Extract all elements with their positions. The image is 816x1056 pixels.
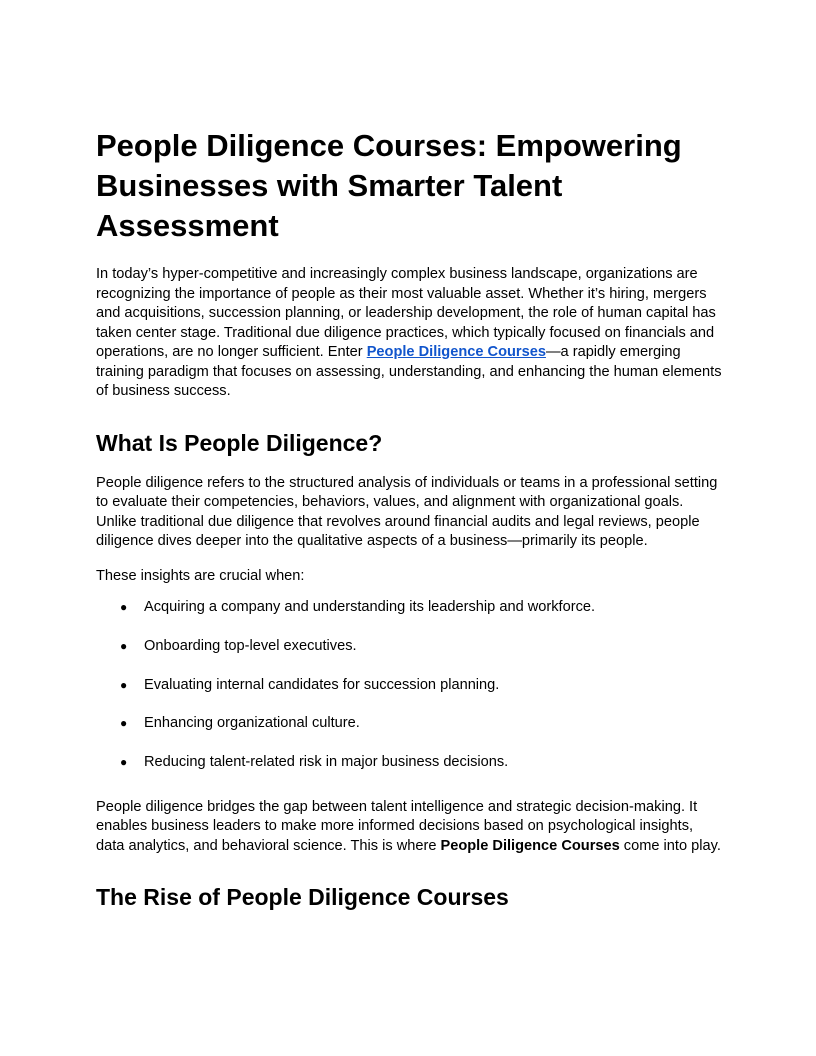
list-item-text: Reducing talent-related risk in major business decisions. bbox=[144, 754, 509, 771]
bullet-icon: ● bbox=[120, 755, 128, 770]
list-item-text: Onboarding top-level executives. bbox=[144, 637, 357, 654]
list-item bbox=[96, 598, 724, 618]
bridge-text-before-bold: People diligence bridges the gap between talent intelligence and strategic decision-making. It enables business leaders to make more informed decisions based on psychological insights, data analytics, and behavioral science. This is where bbox=[96, 798, 698, 854]
intro-paragraph bbox=[96, 265, 724, 402]
intro-text-before-link: In today’s hyper-competitive and increasingly complex business landscape, organizations are recognizing the importance of people as their most valuable asset. Whether it’s hiring, mergers and acquisitions, succession planning, or leadership development, the role of human capital has taken center stage. Traditional due diligence practices, which typically focused on financials and operations, are no longer sufficient. Enter bbox=[96, 266, 716, 360]
intro-text-after-link: —a rapidly emerging training paradigm that focuses on assessing, understanding, and enhancing the human elements of business success. bbox=[96, 344, 722, 399]
bullet-icon: ● bbox=[120, 677, 128, 692]
insights-intro: These insights are crucial when: bbox=[96, 567, 305, 584]
list-item bbox=[96, 676, 724, 696]
section-heading-rise: The Rise of People Diligence Courses bbox=[96, 884, 509, 911]
bridge-paragraph bbox=[96, 798, 724, 857]
page-title: People Diligence Courses: Empowering Businesses with Smarter Talent Assessment bbox=[96, 128, 682, 243]
list-item bbox=[96, 637, 724, 657]
list-item-text: Acquiring a company and understanding its leadership and workforce. bbox=[144, 599, 596, 615]
list-item-text: Enhancing organizational culture. bbox=[144, 715, 360, 732]
bullet-icon: ● bbox=[120, 600, 128, 614]
section-heading-what-is: What Is People Diligence? bbox=[96, 429, 383, 456]
bullet-icon: ● bbox=[120, 638, 128, 653]
bridge-text-after-bold: come into play. bbox=[619, 837, 721, 854]
document-page bbox=[96, 126, 724, 912]
people-diligence-courses-link[interactable]: People Diligence Courses bbox=[366, 344, 546, 360]
insights-list bbox=[96, 598, 724, 773]
definition-paragraph: People diligence refers to the structured analysis of individuals or teams in a professional setting to evaluate their competencies, behaviors, values, and alignment with organizational goals. Unlike traditional due diligence that revolves around financial audits and legal reviews, people diligence dives deeper into the qualitative aspects of a business—primarily its people. bbox=[96, 474, 718, 549]
bullet-icon: ● bbox=[120, 716, 128, 731]
list-item-text: Evaluating internal candidates for succession planning. bbox=[144, 676, 500, 693]
list-item bbox=[96, 714, 724, 734]
bridge-bold-text: People Diligence Courses bbox=[440, 837, 620, 854]
list-item bbox=[96, 753, 724, 773]
